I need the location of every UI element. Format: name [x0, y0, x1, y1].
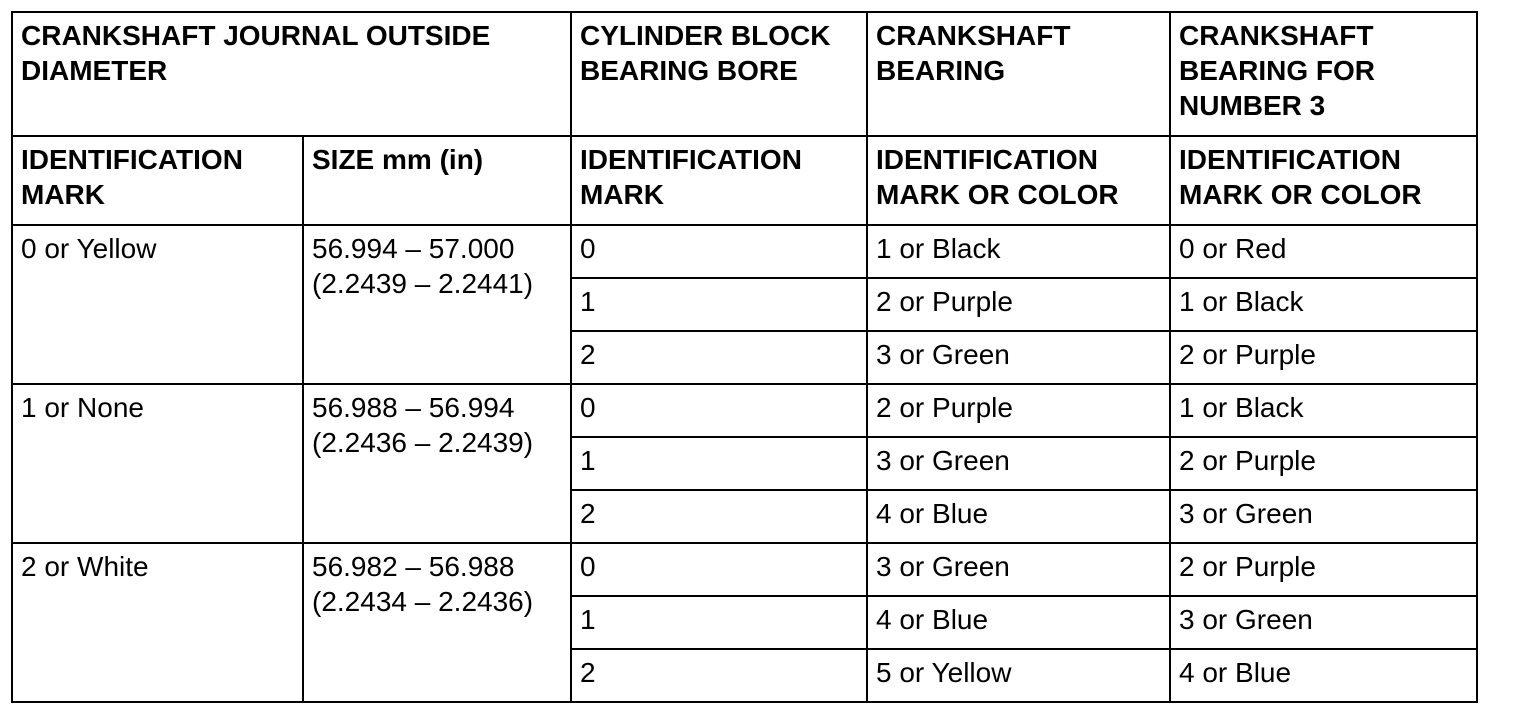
- table-row: [12, 225, 1477, 278]
- journal-mark-cell: 1 or None: [12, 384, 303, 543]
- bearing-cell: 4 or Blue: [867, 596, 1170, 649]
- bearing-cell: 2 or Purple: [867, 384, 1170, 437]
- size-in: (2.2434 – 2.2436): [312, 586, 534, 617]
- bearing-cell: 4 or Blue: [867, 490, 1170, 543]
- header-journal-identification-mark: IDENTIFICATION MARK: [12, 136, 303, 225]
- bearing-no3-cell: 0 or Red: [1170, 225, 1477, 278]
- journal-size-cell: [303, 384, 571, 543]
- bearing-no3-cell: 2 or Purple: [1170, 543, 1477, 596]
- bore-mark-cell: 0: [571, 225, 867, 278]
- journal-size-cell: [303, 225, 571, 384]
- bore-mark-cell: 1: [571, 437, 867, 490]
- bearing-no3-cell: 4 or Blue: [1170, 649, 1477, 702]
- bearing-no3-cell: 2 or Purple: [1170, 437, 1477, 490]
- header-size: SIZE mm (in): [303, 136, 571, 225]
- header-cylinder-block-bearing-bore: CYLINDER BLOCK BEARING BORE: [571, 12, 867, 136]
- bearing-no3-cell: 2 or Purple: [1170, 331, 1477, 384]
- bearing-cell: 3 or Green: [867, 331, 1170, 384]
- bore-mark-cell: 2: [571, 649, 867, 702]
- size-mm: 56.988 – 56.994: [312, 392, 515, 423]
- bearing-cell: 5 or Yellow: [867, 649, 1170, 702]
- header-bearing-no3-identification-mark: IDENTIFICATION MARK OR COLOR: [1170, 136, 1477, 225]
- bore-mark-cell: 2: [571, 331, 867, 384]
- bearing-cell: 1 or Black: [867, 225, 1170, 278]
- bore-mark-cell: 2: [571, 490, 867, 543]
- bearing-cell: 3 or Green: [867, 543, 1170, 596]
- header-bore-identification-mark: IDENTIFICATION MARK: [571, 136, 867, 225]
- bearing-cell: 3 or Green: [867, 437, 1170, 490]
- bore-mark-cell: 1: [571, 596, 867, 649]
- bearing-cell: 2 or Purple: [867, 278, 1170, 331]
- journal-size-cell: [303, 543, 571, 702]
- crankshaft-bearing-selection-table: [11, 11, 1478, 703]
- bore-mark-cell: 0: [571, 543, 867, 596]
- table-row: [12, 384, 1477, 437]
- bearing-no3-cell: 3 or Green: [1170, 596, 1477, 649]
- size-in: (2.2436 – 2.2439): [312, 427, 534, 458]
- size-in: (2.2439 – 2.2441): [312, 268, 534, 299]
- journal-mark-cell: 2 or White: [12, 543, 303, 702]
- header-row-1: [12, 12, 1477, 136]
- bore-mark-cell: 0: [571, 384, 867, 437]
- header-journal-outside-diameter: CRANKSHAFT JOURNAL OUTSIDE DIAMETER: [12, 12, 571, 136]
- header-bearing-identification-mark: IDENTIFICATION MARK OR COLOR: [867, 136, 1170, 225]
- bearing-no3-cell: 1 or Black: [1170, 278, 1477, 331]
- bearing-no3-cell: 1 or Black: [1170, 384, 1477, 437]
- header-crankshaft-bearing-number-3: CRANKSHAFT BEARING FOR NUMBER 3: [1170, 12, 1477, 136]
- size-mm: 56.982 – 56.988: [312, 551, 515, 582]
- table-row: [12, 543, 1477, 596]
- size-mm: 56.994 – 57.000: [312, 233, 515, 264]
- bearing-no3-cell: 3 or Green: [1170, 490, 1477, 543]
- journal-mark-cell: 0 or Yellow: [12, 225, 303, 384]
- header-row-2: [12, 136, 1477, 225]
- bore-mark-cell: 1: [571, 278, 867, 331]
- header-crankshaft-bearing: CRANKSHAFT BEARING: [867, 12, 1170, 136]
